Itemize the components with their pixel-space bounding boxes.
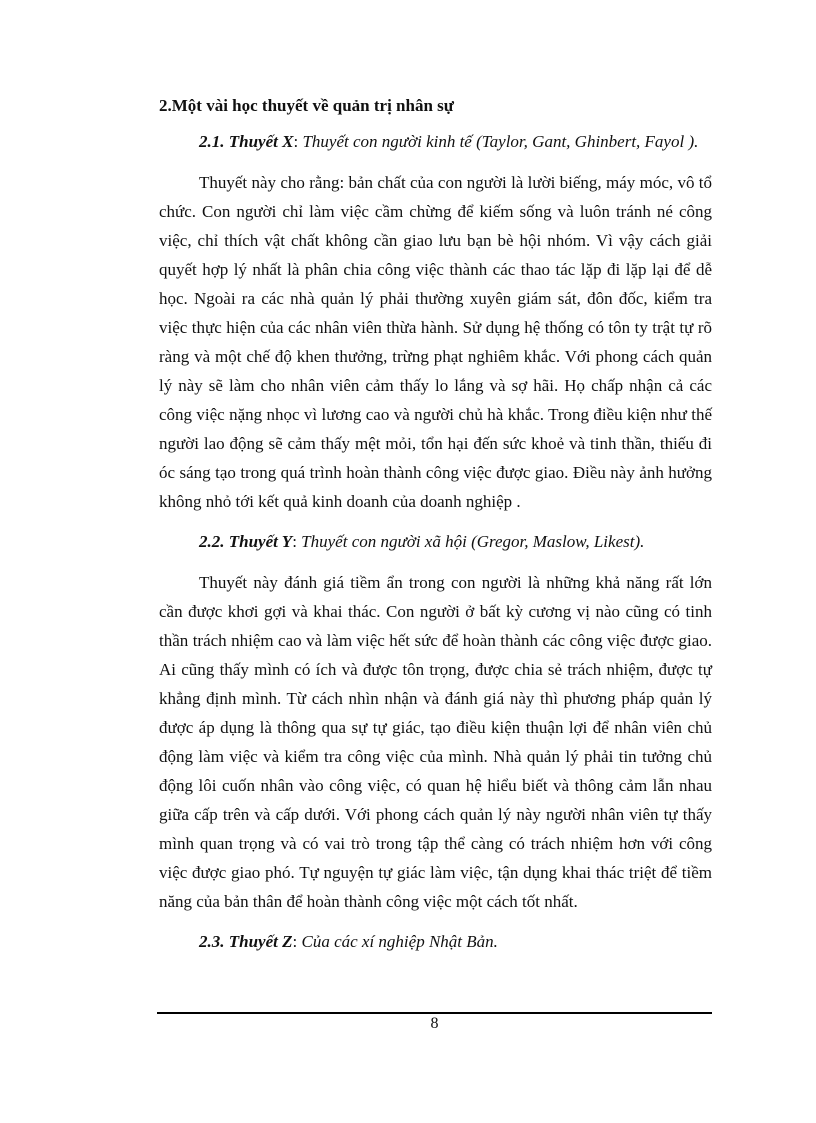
document-page bbox=[159, 92, 712, 968]
theory-y-description: Thuyết con người xã hội (Gregor, Maslow, Likest). bbox=[301, 532, 645, 551]
theory-x-colon: : bbox=[293, 132, 303, 151]
page-number: 8 bbox=[430, 1015, 439, 1032]
theory-x-description: Thuyết con người kinh tế (Taylor, Gant, Ghinbert, Fayol ). bbox=[302, 132, 699, 151]
theory-z-label: 2.3. Thuyết Z bbox=[199, 932, 293, 951]
theory-y-paragraph: Thuyết này đánh giá tiềm ẩn trong con người là những khả năng rất lớn cần được khơi gợi và khai thác. Con người ở bất kỳ cương vị nào cũng có tinh thần trách nhiệm cao và làm việc hết sức để hoàn thành các công việc được giao. Ai cũng thấy mình có ích và được tôn trọng, được chia sẻ trách nhiệm, được tự khẳng định mình. Từ cách nhìn nhận và đánh giá này thì phương pháp quản lý được áp dụng là thông qua sự tự giác, tạo điều kiện thuận lợi để nhân viên chủ động làm việc và kiểm tra công việc của mình. Nhà quản lý phải tin tưởng chủ động lôi cuốn nhân vào công việc, có quan hệ hiểu biết và thông cảm lẫn nhau giữa cấp trên và cấp dưới. Với phong cách quản lý này người nhân viên tự thấy mình quan trọng và có vai trò trong tập thể càng có trách nhiệm hơn với công việc được giao phó. Tự nguyện tự giác làm việc, tận dụng khai thác triệt để tiềm năng của bản thân để hoàn thành công việc một cách tốt nhất. bbox=[159, 573, 712, 911]
theory-x-heading bbox=[159, 128, 712, 156]
theory-z-heading bbox=[159, 928, 712, 956]
theory-z-colon: : bbox=[292, 932, 302, 951]
theory-y-label: 2.2. Thuyết Y bbox=[199, 532, 293, 551]
theory-z-description: Của các xí nghiệp Nhật Bản. bbox=[301, 932, 498, 951]
theory-y-heading bbox=[159, 528, 712, 556]
theory-x-paragraph: Thuyết này cho rằng: bản chất của con người là lười biếng, máy móc, vô tổ chức. Con người chỉ làm việc cầm chừng để kiếm sống và luôn tránh né công việc, chỉ thích vật chất không cần giao lưu bạn bè hội nhóm. Vì vậy cách giải quyết hợp lý nhất là phân chia công việc thành các thao tác lặp đi lặp lại để dễ học. Ngoài ra các nhà quản lý phải thường xuyên giám sát, đôn đốc, kiểm tra việc thực hiện của các nhân viên thừa hành. Sử dụng hệ thống có tôn ty trật tự rõ ràng và một chế độ khen thưởng, trừng phạt nghiêm khắc. Với phong cách quản lý này sẽ làm cho nhân viên cảm thấy lo lắng và sợ hãi. Họ chấp nhận cả các công việc nặng nhọc vì lương cao và người chủ hà khắc. Trong điều kiện như thế người lao động sẽ cảm thấy mệt mỏi, tổn hại đến sức khoẻ và tinh thần, thiếu đi óc sáng tạo trong quá trình hoàn thành công việc được giao. Điều này ảnh hưởng không nhỏ tới kết quả kinh doanh của doanh nghiệp . bbox=[159, 173, 712, 511]
theory-y-colon: : bbox=[292, 532, 302, 551]
section-title: 2.Một vài học thuyết về quản trị nhân sự bbox=[159, 96, 454, 115]
theory-x-label: 2.1. Thuyết X bbox=[199, 132, 294, 151]
